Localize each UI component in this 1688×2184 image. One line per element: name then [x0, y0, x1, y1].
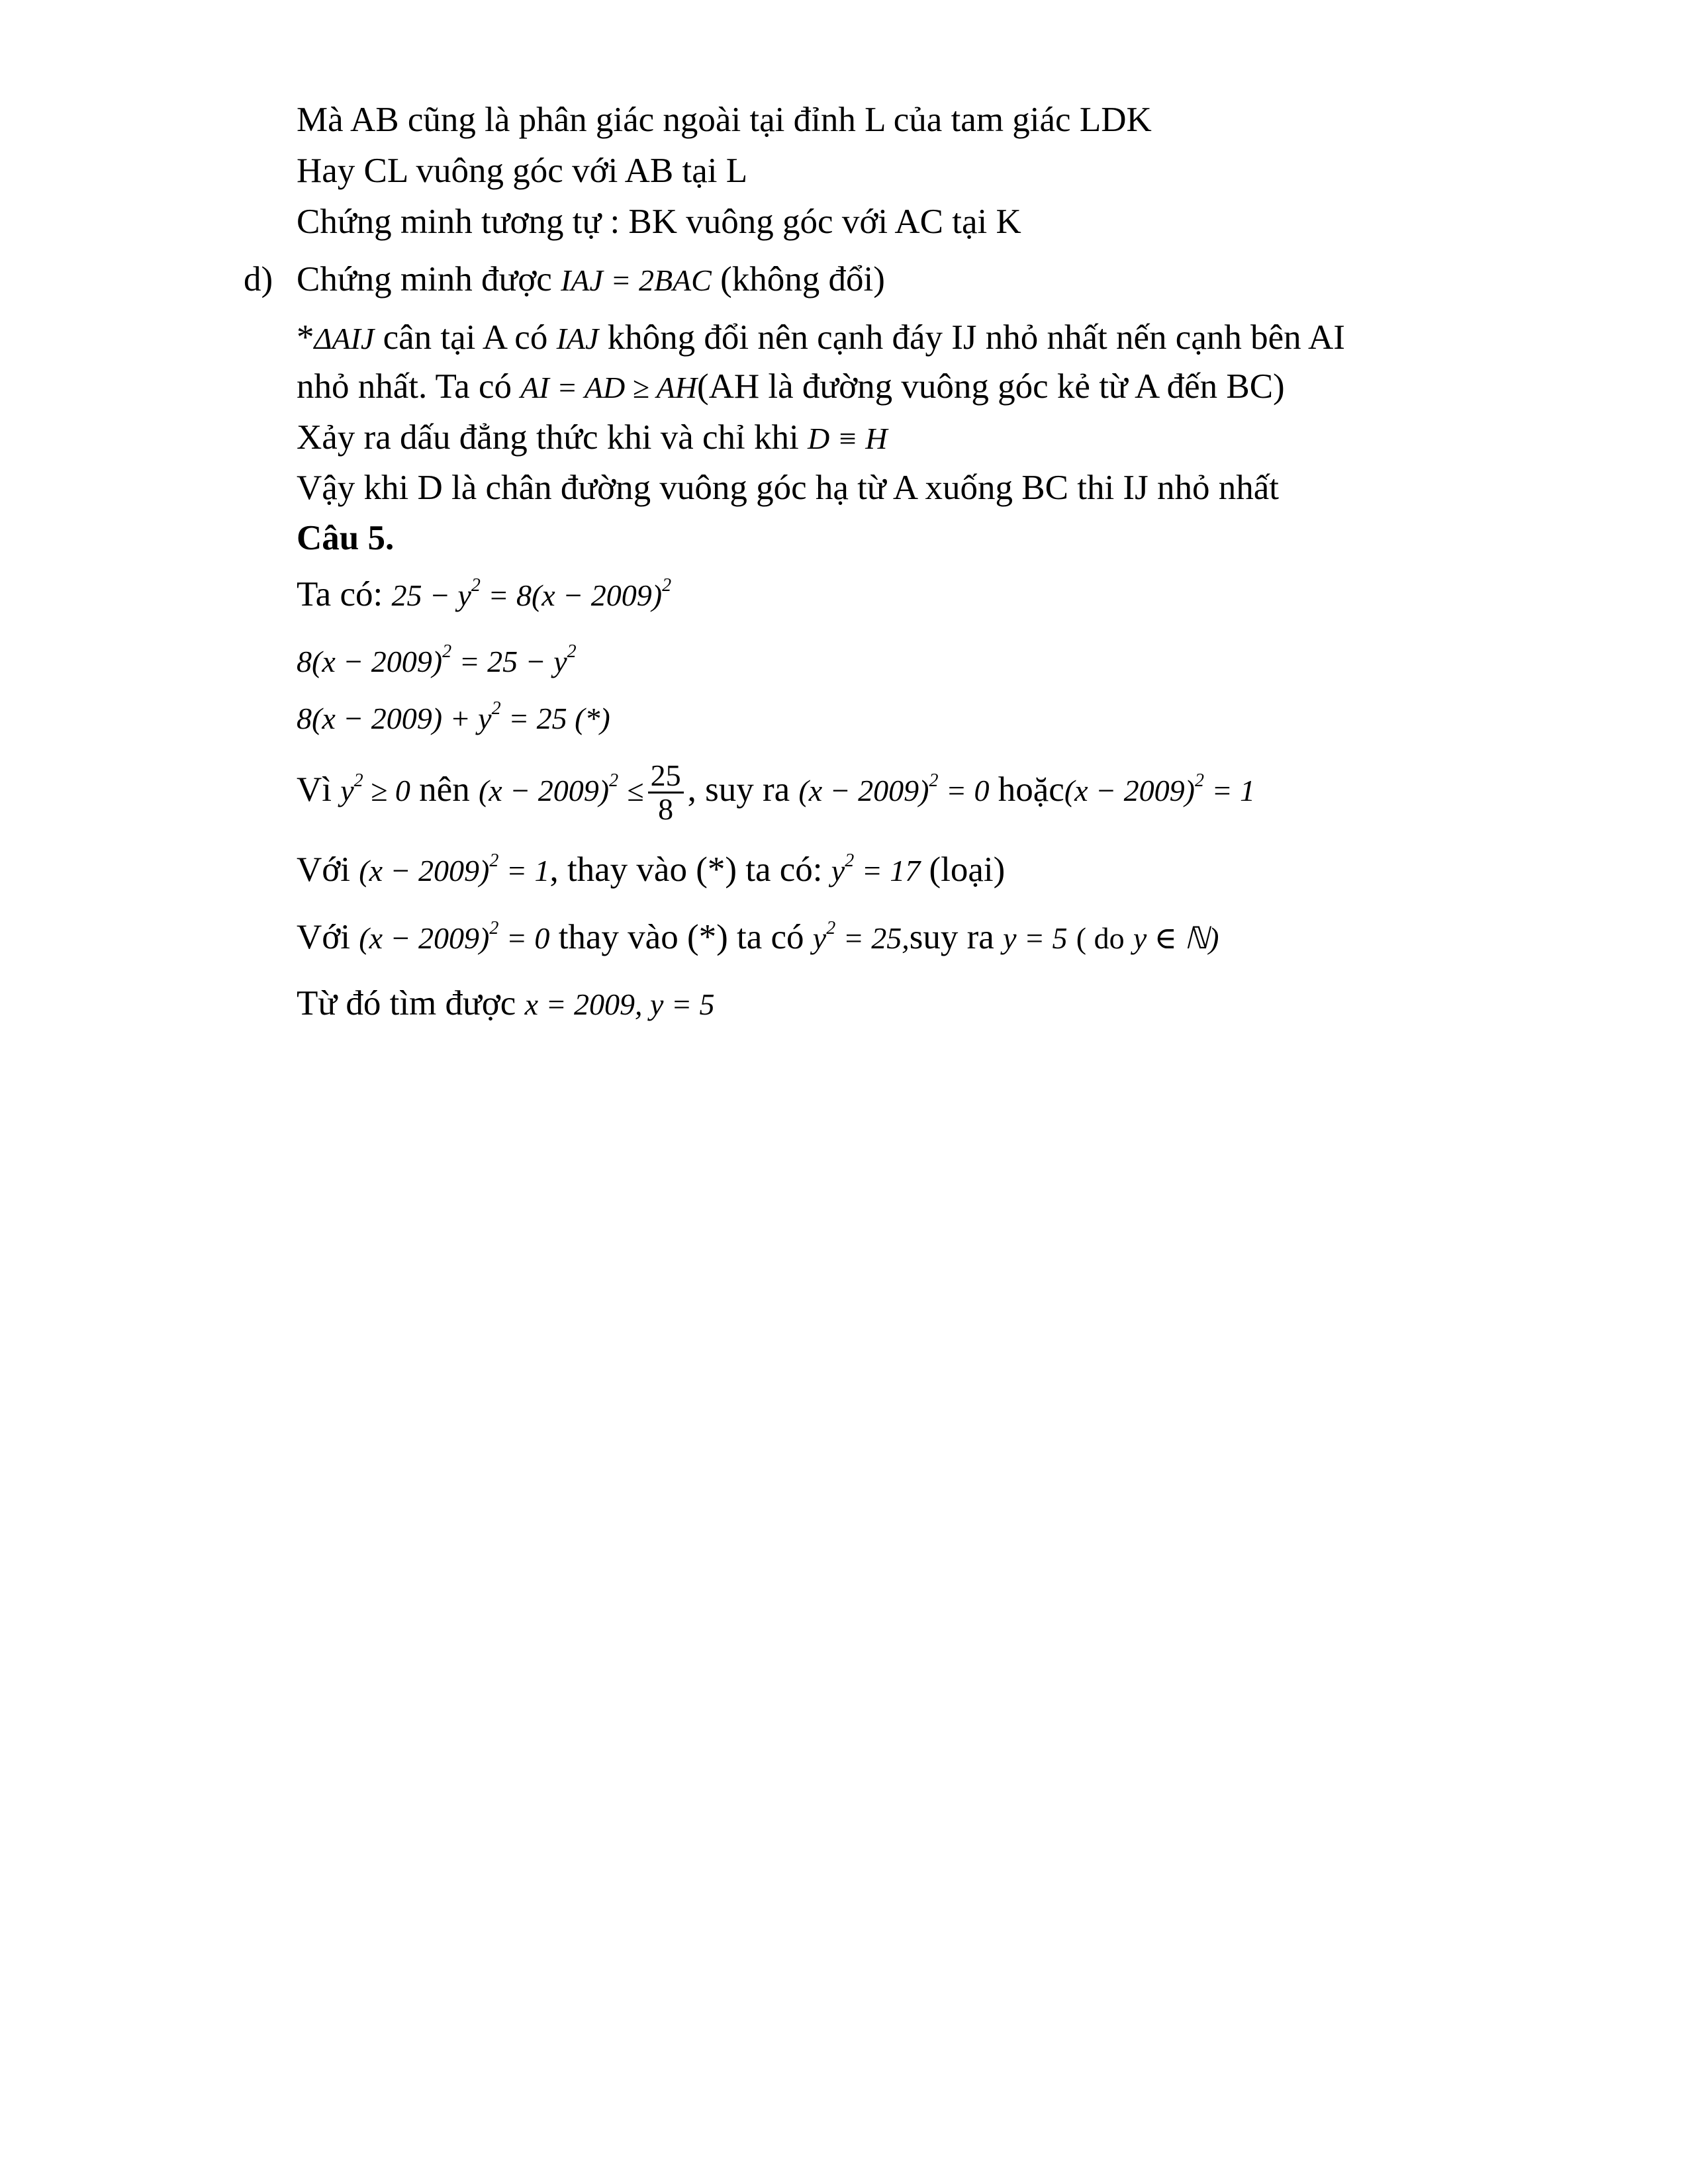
line-text: , thay vào (*) ta có: — [549, 850, 823, 889]
q5-line-7 — [297, 986, 714, 1021]
part-d-line-5 — [297, 471, 1279, 506]
line-text: Hay CL vuông góc với AB tại L — [297, 152, 748, 190]
line-text: thay vào (*) ta có — [558, 918, 804, 956]
line-text: Vì — [297, 770, 332, 809]
text-line-3 — [297, 205, 1021, 240]
fraction — [648, 760, 684, 826]
math-expression: (x − 2009) — [478, 773, 610, 807]
line-text: Vậy khi D là chân đường vuông góc hạ từ A xuống BC thi IJ nhỏ nhất — [297, 469, 1279, 507]
line-text: Xảy ra dấu đẳng thức khi và chỉ khi — [297, 418, 799, 457]
line-text: (không đổi) — [720, 260, 885, 298]
exponent: 2 — [929, 770, 939, 791]
exponent: 2 — [567, 641, 577, 662]
exponent: 2 — [662, 575, 672, 596]
exponent: 2 — [609, 770, 619, 791]
line-text: cân tại A có — [383, 318, 548, 357]
math-expression: = 17 — [854, 854, 921, 887]
part-d-label: d) — [244, 260, 273, 298]
q5-line-6 — [297, 920, 1219, 955]
math-expression: = 25 − y — [451, 645, 567, 678]
exponent: 2 — [489, 850, 499, 871]
math-expression: y — [340, 773, 354, 807]
math-expression: = 8(x − 2009) — [480, 578, 663, 612]
line-text: Ta có: — [297, 575, 383, 614]
line-text: hoặc — [998, 770, 1064, 809]
math-expression: IAJ — [556, 322, 599, 355]
exponent: 2 — [489, 918, 499, 938]
math-expression: (x − 2009) — [359, 854, 490, 887]
exponent: 2 — [491, 698, 501, 719]
math-expression: ≥ 0 — [363, 773, 410, 807]
math-expression: 8(x − 2009) + y — [297, 702, 492, 735]
math-expression: y — [831, 854, 845, 887]
math-expression: = 0 — [498, 921, 550, 955]
math-expression: D ≡ H — [807, 422, 888, 455]
math-expression: (x − 2009) — [359, 921, 490, 955]
part-d-line-3 — [297, 369, 1285, 404]
math-expression: = 25, — [835, 921, 910, 955]
line-text: nhỏ nhất. Ta có — [297, 367, 512, 406]
math-expression: AI = AD ≥ AH — [520, 371, 697, 404]
math-expression: = 1 — [1203, 773, 1255, 807]
exponent: 2 — [1194, 770, 1204, 791]
text-line-2 — [297, 154, 747, 189]
line-text: Với — [297, 850, 351, 889]
q5-line-2 — [297, 643, 577, 678]
less-equal-sign: ≤ — [627, 773, 644, 807]
math-expression: x = 2009, y = 5 — [524, 987, 715, 1021]
exponent: 2 — [826, 918, 836, 938]
fraction-numerator: 25 — [648, 760, 684, 794]
exponent: 2 — [442, 641, 452, 662]
math-expression: y — [812, 921, 827, 955]
part-d-line-1 — [297, 262, 885, 297]
text-line-1 — [297, 103, 1152, 138]
math-expression: y ∈ ℕ) — [1133, 921, 1219, 955]
line-text: không đổi nên cạnh đáy IJ nhỏ nhất nến cạnh bên AI — [607, 318, 1345, 357]
math-expression: y = 5 — [1003, 921, 1068, 955]
math-expression: (x − 2009) — [1064, 773, 1195, 807]
question-5-heading: Câu 5. — [297, 519, 395, 557]
line-text: Từ đó tìm được — [297, 984, 516, 1023]
line-text: (loại) — [929, 850, 1006, 889]
exponent: 2 — [845, 850, 855, 871]
math-expression: 25 − y — [391, 578, 471, 612]
math-expression: = 25 (*) — [500, 702, 610, 735]
part-d-line-4 — [297, 420, 887, 455]
q5-line-4 — [297, 760, 1255, 826]
part-d-line-2 — [297, 320, 1345, 355]
q5-line-3 — [297, 700, 610, 735]
line-text: suy ra — [909, 918, 994, 956]
exponent: 2 — [353, 770, 363, 791]
line-text: nên — [419, 770, 470, 809]
line-text: Mà AB cũng là phân giác ngoài tại đỉnh L của tam giác LDK — [297, 101, 1152, 139]
math-expression: = 0 — [938, 773, 990, 807]
math-expression: (x − 2009) — [798, 773, 929, 807]
line-text: Với — [297, 918, 351, 956]
q5-line-1 — [297, 577, 671, 612]
exponent: 2 — [471, 575, 481, 596]
star-marker: * — [297, 318, 314, 357]
line-text: , suy ra — [687, 770, 790, 809]
q5-line-5 — [297, 852, 1005, 887]
line-text: Chứng minh tương tự : BK vuông góc với AC tại K — [297, 203, 1021, 241]
line-text: (AH là đường vuông góc kẻ từ A đến BC) — [696, 367, 1285, 406]
math-expression: ΔAIJ — [314, 322, 375, 355]
line-text: ( do — [1076, 921, 1125, 955]
line-text: Chứng minh được — [297, 260, 552, 298]
fraction-denominator: 8 — [658, 792, 674, 827]
math-expression: 8(x − 2009) — [297, 645, 443, 678]
math-expression: IAJ = 2BAC — [561, 263, 712, 297]
math-expression: = 1 — [498, 854, 550, 887]
